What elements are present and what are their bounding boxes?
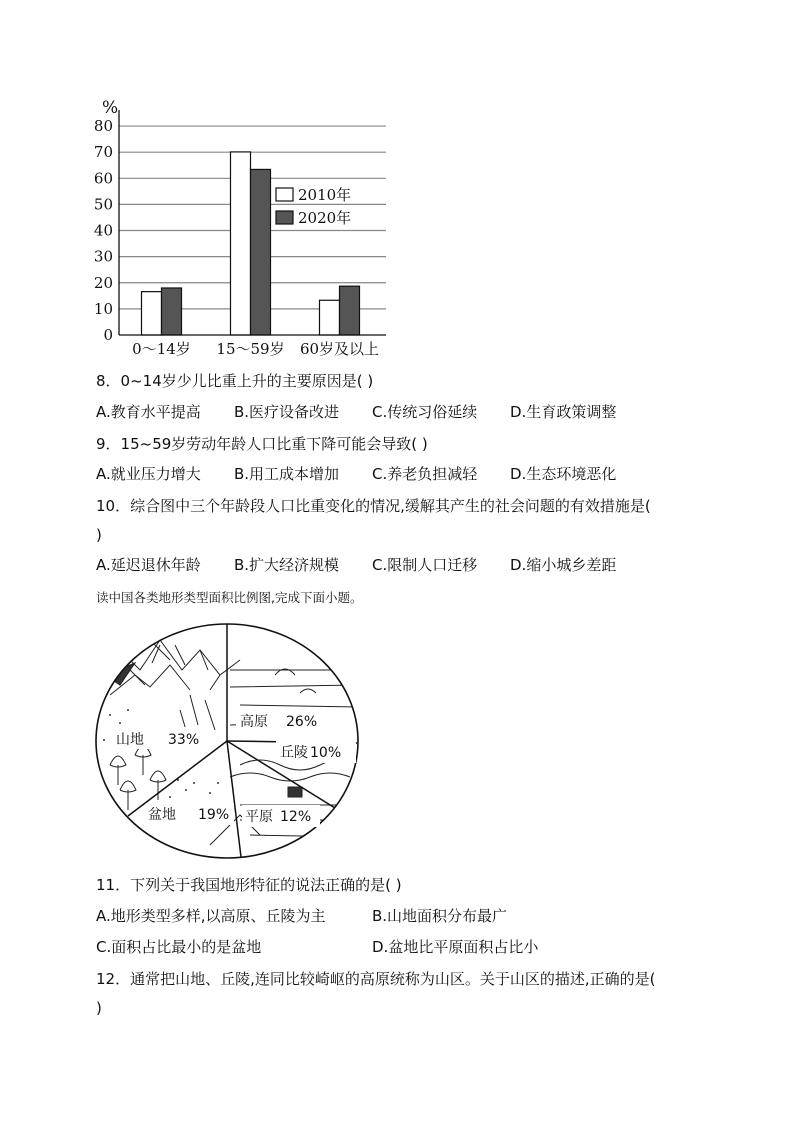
x-axis-ticks	[132, 340, 379, 358]
y-tick-label: 0	[103, 326, 113, 344]
question-12-cont: )	[96, 999, 102, 1017]
basin-dots	[103, 709, 219, 816]
q9-option-d[interactable]: D.生态环境恶化	[510, 465, 617, 483]
chart-legend	[276, 186, 351, 227]
chart-bars	[142, 152, 360, 335]
pie-label-basin-value: 19%	[198, 807, 230, 823]
pie-label-mountain-value: 33%	[168, 732, 200, 748]
legend-swatch-2010	[276, 188, 293, 201]
pie-label-plain-name: 平原	[245, 809, 273, 825]
q10-option-d[interactable]: D.缩小城乡差距	[510, 556, 617, 574]
y-tick-label: 40	[93, 221, 113, 240]
q10-option-b[interactable]: B.扩大经济规模	[234, 556, 340, 574]
q8-option-d[interactable]: D.生育政策调整	[510, 403, 617, 421]
q10-option-a[interactable]: A.延迟退休年龄	[96, 556, 201, 574]
q8-option-c[interactable]: C.传统习俗延续	[372, 403, 478, 421]
question-12: 12．通常把山地、丘陵,连同比较崎岖的高原统称为山区。关于山区的描述,正确的是(	[96, 970, 656, 988]
y-tick-label: 20	[93, 273, 113, 292]
x-tick-label: 60岁及以上	[299, 340, 380, 358]
legend-label-2010: 2010年	[298, 186, 352, 204]
y-tick-label: 70	[93, 143, 113, 162]
age-structure-bar-chart	[0, 0, 794, 370]
q11-option-b[interactable]: B.山地面积分布最广	[372, 907, 508, 925]
q11-option-a[interactable]: A.地形类型多样,以高原、丘陵为主	[96, 907, 326, 925]
bar-2010-1	[231, 152, 251, 335]
q11-option-c[interactable]: C.面积占比最小的是盆地	[96, 938, 262, 956]
y-tick-label: 80	[93, 117, 113, 136]
q8-option-b[interactable]: B.医疗设备改进	[234, 403, 340, 421]
terrain-pie-diagram	[90, 615, 370, 865]
q10-option-c[interactable]: C.限制人口迁移	[372, 556, 478, 574]
pie-label-plain-value: 12%	[280, 809, 312, 825]
bar-2020-1	[251, 169, 271, 335]
pie-label-mountain-name: 山地	[116, 732, 144, 748]
q11-option-d[interactable]: D.盆地比平原面积占比小	[372, 938, 539, 956]
y-tick-label: 10	[93, 299, 113, 318]
q8-option-a[interactable]: A.教育水平提高	[96, 403, 201, 421]
bar-2010-0	[142, 292, 162, 335]
x-tick-label: 0～14岁	[132, 340, 191, 358]
pie-label-hill-value: 10%	[310, 745, 342, 761]
y-axis-ticks	[94, 117, 113, 344]
question-10-cont: )	[96, 526, 102, 544]
pie-intro: 读中国各类地形类型面积比例图,完成下面小题。	[96, 590, 363, 605]
pie-label-hill-name: 丘陵	[280, 745, 308, 761]
bar-2020-0	[162, 288, 182, 335]
bar-2020-2	[340, 286, 360, 335]
question-8: 8．0~14岁少儿比重上升的主要原因是( )	[96, 372, 374, 390]
pie-label-plateau-value: 26%	[286, 714, 318, 730]
y-axis-unit: %	[102, 98, 119, 118]
pie-label-plateau-name: 高原	[240, 714, 268, 730]
y-tick-label: 60	[93, 169, 113, 188]
pie-label-basin-name: 盆地	[148, 807, 176, 823]
question-9: 9．15~59岁劳动年龄人口比重下降可能会导致( )	[96, 435, 428, 453]
q9-option-b[interactable]: B.用工成本增加	[234, 465, 340, 483]
legend-swatch-2020	[276, 211, 293, 224]
question-11: 11．下列关于我国地形特征的说法正确的是( )	[96, 876, 402, 894]
y-tick-label: 30	[93, 247, 113, 266]
legend-label-2020: 2020年	[298, 209, 352, 227]
q9-option-c[interactable]: C.养老负担减轻	[372, 465, 478, 483]
x-tick-label: 15～59岁	[216, 340, 285, 358]
y-tick-label: 50	[93, 195, 113, 214]
question-10: 10．综合图中三个年龄段人口比重变化的情况,缓解其产生的社会问题的有效措施是(	[96, 497, 651, 515]
q9-option-a[interactable]: A.就业压力增大	[96, 465, 201, 483]
bar-2010-2	[320, 300, 340, 335]
